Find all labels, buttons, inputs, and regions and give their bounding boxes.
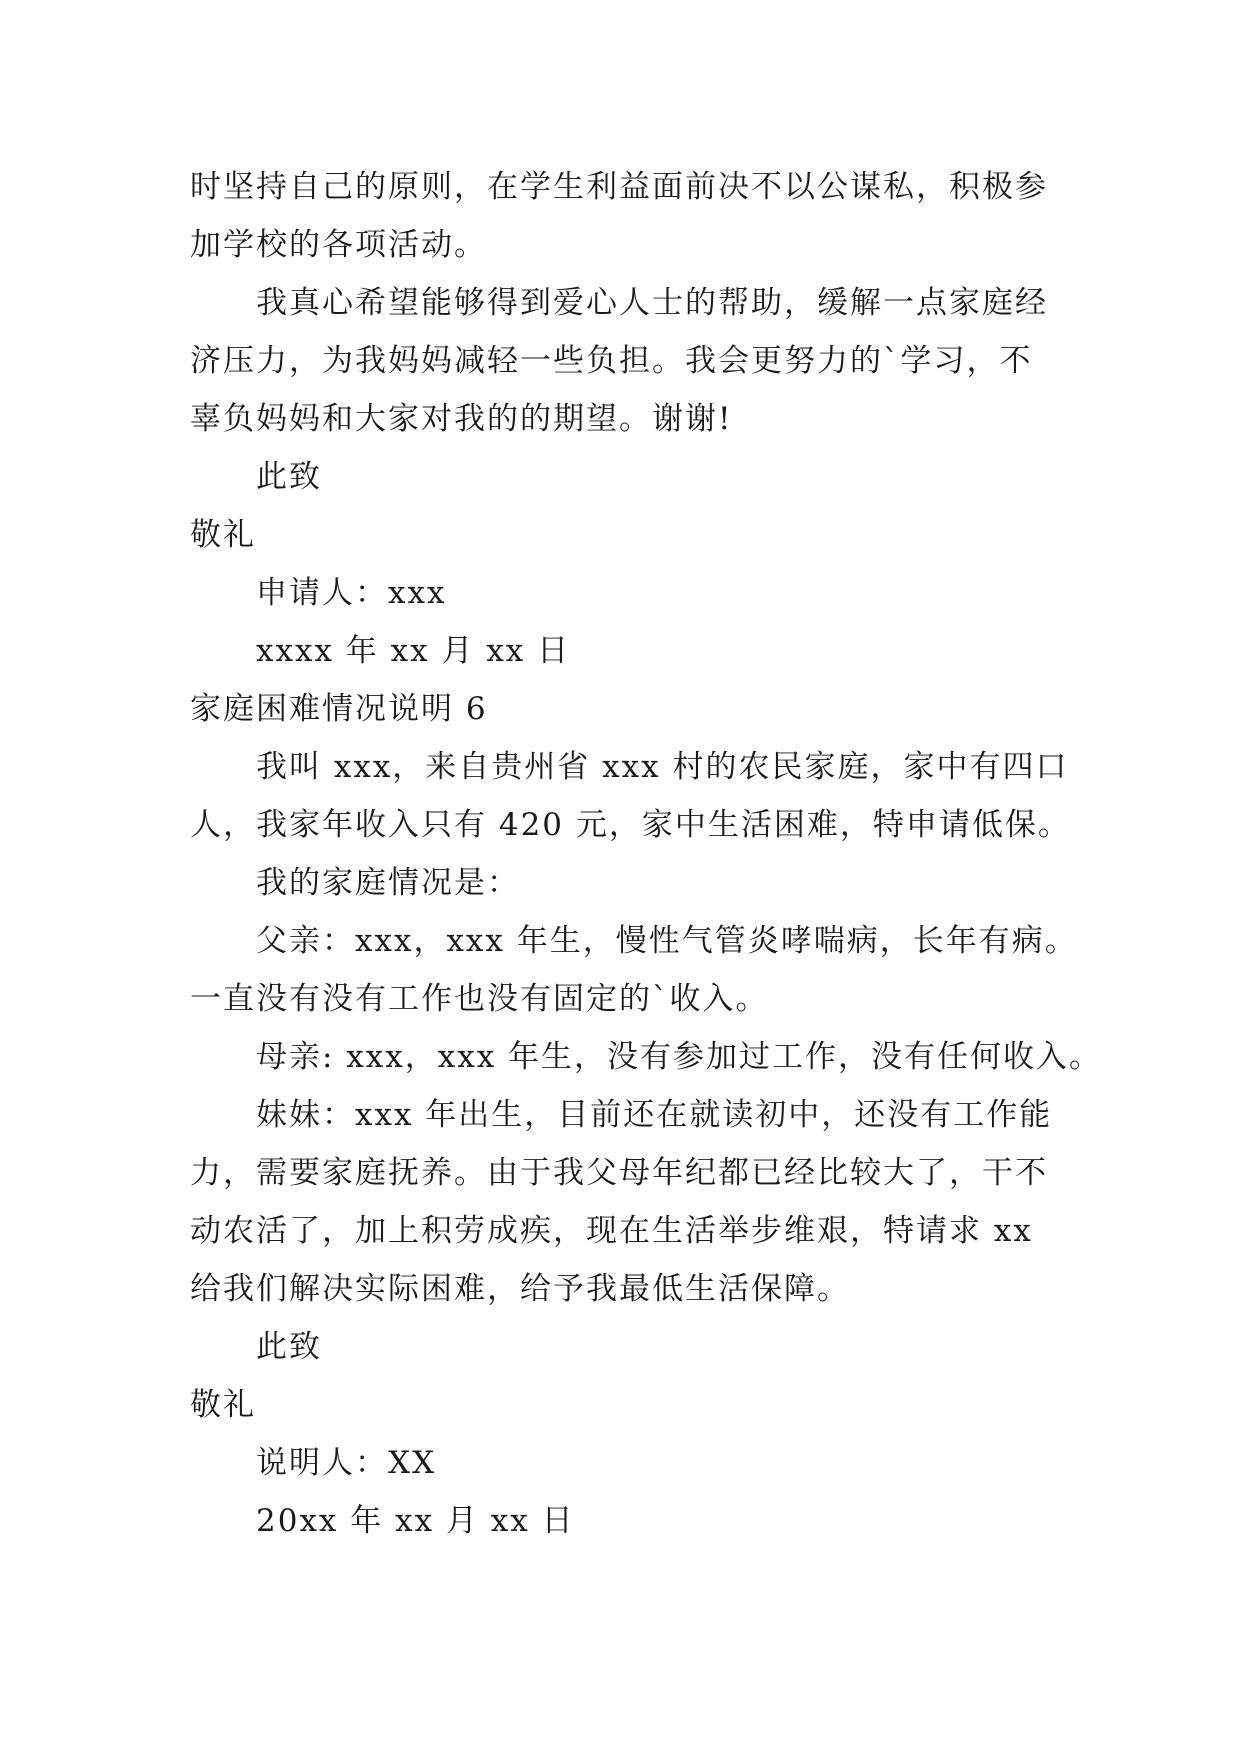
closing-salutation: 此致: [256, 1329, 322, 1365]
closing-respect: 敬礼: [190, 517, 256, 553]
paragraph-line: 动农活了，加上积劳成疾，现在生活举步维艰，特请求 xx: [190, 1213, 1033, 1249]
closing-respect: 敬礼: [190, 1387, 256, 1423]
signature-date: 20xx 年 xx 月 xx 日: [256, 1503, 575, 1539]
paragraph-line: 母亲: xxx，xxx 年生，没有参加过工作，没有任何收入。: [256, 1039, 1103, 1075]
closing-salutation: 此致: [256, 459, 322, 495]
paragraph-line: 时坚持自己的原则，在学生利益面前决不以公谋私，积极参: [190, 169, 1048, 205]
paragraph-line: 力，需要家庭抚养。由于我父母年纪都已经比较大了，干不: [190, 1155, 1048, 1191]
document-body: [190, 158, 1103, 1550]
signature-date: xxxx 年 xx 月 xx 日: [256, 633, 571, 669]
paragraph-line: 我的家庭情况是：: [256, 865, 520, 901]
paragraph-line: 辜负妈妈和大家对我的的期望。谢谢!: [190, 401, 733, 437]
paragraph-line: 人，我家年收入只有 420 元，家中生活困难，特申请低保。: [190, 807, 1071, 843]
explainer-signature: 说明人：XX: [256, 1445, 437, 1481]
paragraph-line: 我真心希望能够得到爱心人士的帮助，缓解一点家庭经: [256, 285, 1048, 321]
applicant-signature: 申请人：xxx: [256, 575, 447, 611]
paragraph-line: 我叫 xxx，来自贵州省 xxx 村的农民家庭，家中有四口: [256, 749, 1069, 785]
paragraph-line: 济压力，为我妈妈减轻一些负担。我会更努力的`学习，不: [190, 343, 1033, 379]
paragraph-line: 加学校的各项活动。: [190, 227, 487, 263]
paragraph-line: 给我们解决实际困难，给予我最低生活保障。: [190, 1271, 850, 1307]
section-title: 家庭困难情况说明 6: [190, 691, 488, 727]
paragraph-line: 父亲：xxx，xxx 年生，慢性气管炎哮喘病，长年有病。: [256, 923, 1078, 959]
paragraph-line: 一直没有没有工作也没有固定的`收入。: [190, 981, 769, 1017]
paragraph-line: 妹妹：xxx 年出生，目前还在就读初中，还没有工作能: [256, 1097, 1053, 1133]
